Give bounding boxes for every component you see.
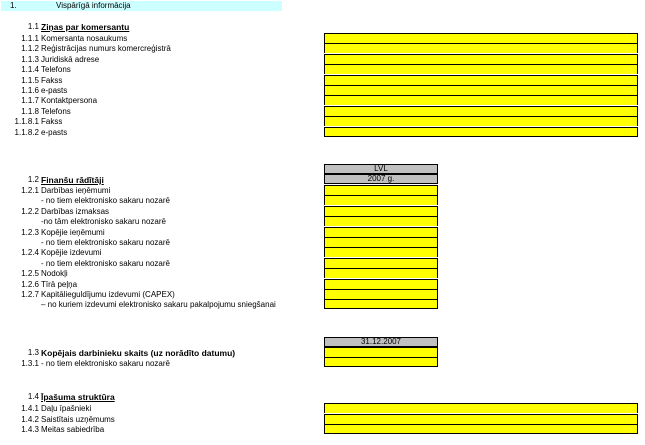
row-number: 1.2.3 bbox=[21, 227, 39, 237]
row-label: Komersanta nosaukums bbox=[41, 34, 128, 43]
row-label: Fakss bbox=[41, 75, 63, 85]
date-header: 31.12.2007 bbox=[324, 337, 438, 347]
sec3-title: Kopējais darbinieku skaits (uz norādīto datumu) bbox=[41, 348, 236, 358]
row-label: Kopējie ieņēmumi bbox=[41, 227, 105, 237]
row-label: -no tām elektronisko sakaru nozarē bbox=[41, 217, 166, 227]
row-label: Reģistrācijas numurs komercreģistrā bbox=[41, 44, 171, 54]
currency-header: LVL bbox=[324, 164, 438, 174]
row-label: - no tiem elektronisko sakaru nozarē bbox=[41, 196, 170, 206]
company-info-input[interactable] bbox=[324, 43, 638, 53]
row-number: 1.4.1 bbox=[21, 404, 39, 413]
sec3-sub-number: 1.3.1 bbox=[21, 359, 39, 368]
row-label: - no tiem elektronisko sakaru nozarē bbox=[41, 258, 170, 268]
financial-value-input[interactable] bbox=[324, 195, 438, 205]
row-label: e-pasts bbox=[41, 127, 68, 137]
sec4-title: Īpašuma struktūra bbox=[41, 392, 115, 402]
financial-value-input[interactable] bbox=[324, 268, 438, 278]
company-info-input[interactable] bbox=[324, 116, 638, 126]
financial-value-input[interactable] bbox=[324, 216, 438, 226]
ownership-input[interactable] bbox=[324, 403, 638, 413]
row-number: 1.1.5 bbox=[21, 75, 39, 85]
row-label: – no kuriem izdevumi elektronisko sakaru pakalpojumu sniegšanai bbox=[41, 300, 276, 310]
row-label: Kopējie izdevumi bbox=[41, 248, 102, 258]
row-number: 1.1.7 bbox=[21, 96, 39, 106]
employees-ecomm-input[interactable] bbox=[324, 357, 438, 367]
row-label: Kontaktpersona bbox=[41, 96, 98, 106]
row-number: 1.2.7 bbox=[21, 290, 39, 299]
row-number: 1.1.8.1 bbox=[14, 117, 39, 127]
financial-value-input[interactable] bbox=[324, 227, 438, 237]
section-number: 1. bbox=[10, 1, 17, 10]
row-number: 1.1.1 bbox=[21, 34, 39, 43]
financial-value-input[interactable] bbox=[324, 237, 438, 247]
row-label: Daļu īpašnieki bbox=[41, 404, 92, 413]
financial-value-input[interactable] bbox=[324, 279, 438, 289]
row-number: 1.2.6 bbox=[21, 279, 39, 289]
row-number: 1.4.2 bbox=[21, 414, 39, 424]
financial-value-input[interactable] bbox=[324, 299, 438, 309]
row-number: 1.1.4 bbox=[21, 65, 39, 75]
row-number: 1.1.8.2 bbox=[14, 127, 39, 137]
row-label: Darbības ieņēmumi bbox=[41, 186, 111, 195]
company-info-input[interactable] bbox=[324, 54, 638, 64]
row-label: Fakss bbox=[41, 117, 63, 127]
row-label: Juridiskā adrese bbox=[41, 54, 100, 64]
financial-value-input[interactable] bbox=[324, 206, 438, 216]
ownership-input[interactable] bbox=[324, 424, 638, 434]
row-label: Tīrā peļņa bbox=[41, 279, 78, 289]
row-label: - no tiem elektronisko sakaru nozarē bbox=[41, 238, 170, 247]
row-number: 1.2.4 bbox=[21, 248, 39, 258]
company-info-input[interactable] bbox=[324, 106, 638, 116]
employees-total-input[interactable] bbox=[324, 347, 438, 357]
sec1-title: Ziņas par komersantu bbox=[41, 22, 130, 32]
financial-value-input[interactable] bbox=[324, 185, 438, 195]
row-label: Saistītais uzņēmums bbox=[41, 414, 115, 424]
row-label: Telefons bbox=[41, 106, 71, 116]
financial-value-input[interactable] bbox=[324, 258, 438, 268]
company-info-input[interactable] bbox=[324, 64, 638, 74]
company-info-input[interactable] bbox=[324, 75, 638, 85]
row-label: Kapitālieguldījumu izdevumi (CAPEX) bbox=[41, 290, 175, 299]
row-number: 1.2.5 bbox=[21, 269, 39, 279]
row-label: e-pasts bbox=[41, 86, 68, 95]
section-header-bar bbox=[1, 1, 282, 11]
row-label: Meitas sabiedrība bbox=[41, 425, 105, 435]
company-info-input[interactable] bbox=[324, 95, 638, 105]
row-number: 1.1.2 bbox=[21, 44, 39, 54]
sec2-number: 1.2 bbox=[27, 175, 39, 184]
row-number: 1.1.6 bbox=[21, 86, 39, 95]
sec3-sub-label: - no tiem elektronisko sakaru nozarē bbox=[41, 359, 170, 368]
financial-value-input[interactable] bbox=[324, 289, 438, 299]
row-label: Darbības izmaksas bbox=[41, 206, 110, 216]
row-number: 1.4.3 bbox=[21, 425, 39, 435]
ownership-input[interactable] bbox=[324, 414, 638, 424]
row-label: Nodokļi bbox=[41, 269, 68, 279]
row-label: Telefons bbox=[41, 65, 71, 75]
sec1-number: 1.1 bbox=[27, 22, 39, 31]
sec2-title: Finanšu rādītāji bbox=[41, 175, 104, 185]
company-info-input[interactable] bbox=[324, 85, 638, 95]
sec4-number: 1.4 bbox=[27, 392, 39, 401]
row-number: 1.1.3 bbox=[21, 54, 39, 64]
row-number: 1.2.2 bbox=[21, 206, 39, 216]
financial-value-input[interactable] bbox=[324, 247, 438, 257]
row-number: 1.2.1 bbox=[21, 186, 39, 195]
year-header: 2007 g. bbox=[324, 174, 438, 184]
sec3-number: 1.3 bbox=[27, 348, 39, 357]
row-number: 1.1.8 bbox=[21, 106, 39, 116]
company-info-input[interactable] bbox=[324, 33, 638, 43]
company-info-input[interactable] bbox=[324, 127, 638, 137]
section-title: Vispārīgā informācija bbox=[56, 1, 131, 10]
